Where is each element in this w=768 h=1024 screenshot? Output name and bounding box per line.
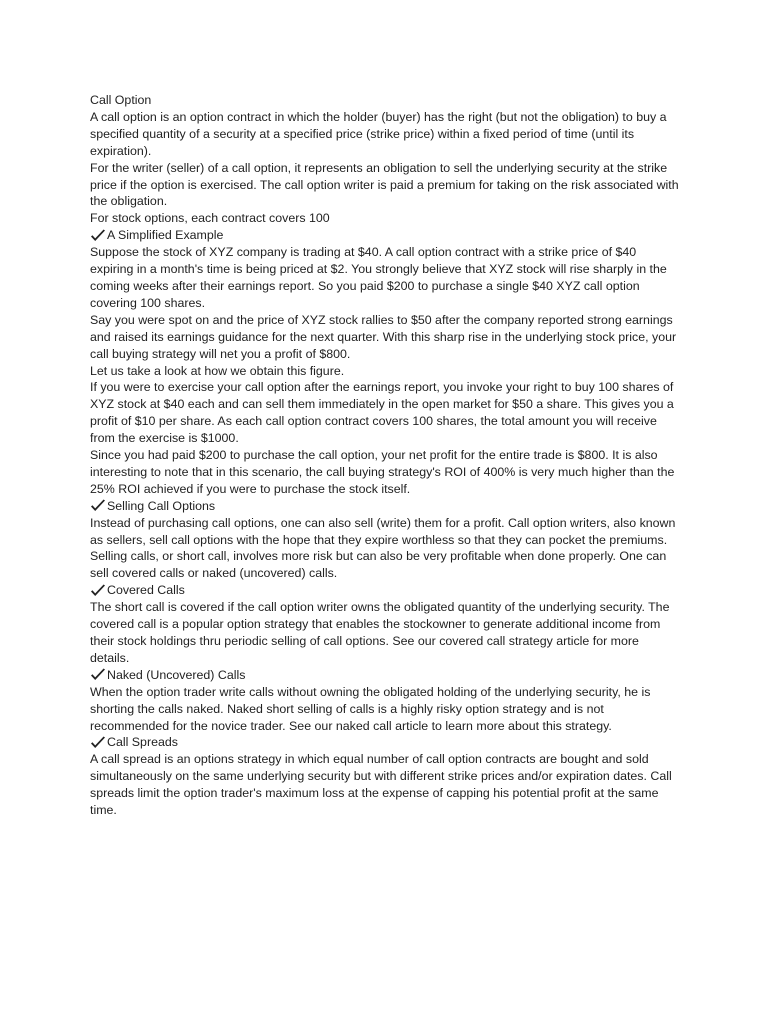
section-heading-naked-calls — [90, 667, 680, 684]
section-paragraph: Instead of purchasing call options, one can also sell (write) them for a profit. Call option writers, also known as sellers, sell call options with the hope that they expire worthless so that they can pocket the premiums. Selling calls, or short call, involves more risk but can also be very profitable when done properly. One can sell covered calls or naked (uncovered) calls. — [90, 515, 676, 581]
checkmark-icon — [90, 499, 106, 513]
intro-paragraph: For stock options, each contract covers 100 — [90, 211, 330, 226]
section-paragraph: Since you had paid $200 to purchase the call option, your net profit for the entire trade is $800. It is also interesting to note that in this scenario, the call buying strategy's ROI of 400% is very much higher than the 25% ROI achieved if you were to purchase the stock itself. — [90, 448, 675, 496]
intro-paragraph: A call option is an option contract in which the holder (buyer) has the right (but not the obligation) to buy a specified quantity of a security at a specified price (strike price) within a fixed period of time (until its expiration). — [90, 109, 667, 158]
section-paragraph: Suppose the stock of XYZ company is trading at $40. A call option contract with a strike price of $40 expiring in a month's time is being priced at $2. You strongly believe that XYZ stock will rise sharply in the coming weeks after their earnings report. So you paid $200 to purchase a single $40 XYZ call option covering 100 shares. — [90, 245, 667, 310]
intro-paragraph: For the writer (seller) of a call option, it represents an obligation to sell the underlying security at the strike price if the option is exercised. The call option writer is paid a premium for taking on the risk associated with the obligation. — [90, 160, 679, 209]
section-paragraph: The short call is covered if the call option writer owns the obligated quantity of the underlying security. The covered call is a popular option strategy that enables the stockowner to generate additional income from their stock holdings thru periodic selling of call options. See our covered call strategy article for more details. — [90, 600, 670, 665]
section-heading-covered-calls — [90, 582, 680, 599]
section-heading-simplified-example — [90, 227, 680, 244]
section-paragraph: If you were to exercise your call option after the earnings report, you invoke your right to buy 100 shares of XYZ stock at $40 each and can sell them immediately in the open market for $50 a share. This gives you a profit of $10 per share. As each call option contract covers 100 shares, the total amount you will receive from the exercise is $1000. — [90, 380, 674, 446]
section-paragraph: A call spread is an options strategy in which equal number of call option contracts are bought and sold simultaneously on the same underlying security but with different strike prices and/or expiration dates. Call spreads limit the option trader's maximum loss at the expense of capping his potential profit at the same time. — [90, 752, 672, 818]
section-heading-selling-call-options — [90, 498, 680, 515]
document-body — [90, 92, 680, 819]
section-heading-label: Covered Calls — [107, 583, 185, 598]
section-heading-label: Call Spreads — [107, 735, 178, 750]
section-heading-label: Selling Call Options — [107, 498, 216, 513]
checkmark-icon — [90, 668, 106, 682]
checkmark-icon — [90, 736, 106, 750]
checkmark-icon — [90, 229, 106, 243]
section-heading-call-spreads — [90, 734, 680, 751]
document-title: Call Option — [90, 93, 152, 107]
section-paragraph: Say you were spot on and the price of XYZ stock rallies to $50 after the company reported strong earnings and raised its earnings guidance for the next quarter. With this sharp rise in the underlying stock price, your call buying strategy will net you a profit of $800. — [90, 312, 677, 361]
section-heading-label: A Simplified Example — [107, 228, 224, 243]
section-paragraph: Let us take a look at how we obtain this figure. — [90, 363, 345, 378]
section-paragraph: When the option trader write calls without owning the obligated holding of the underlying security, he is shorting the calls naked. Naked short selling of calls is a highly risky option strategy and is not recommended for the novice trader. See our naked call article to learn more about this strategy. — [90, 684, 651, 733]
section-heading-label: Naked (Uncovered) Calls — [107, 667, 246, 682]
checkmark-icon — [90, 584, 106, 598]
